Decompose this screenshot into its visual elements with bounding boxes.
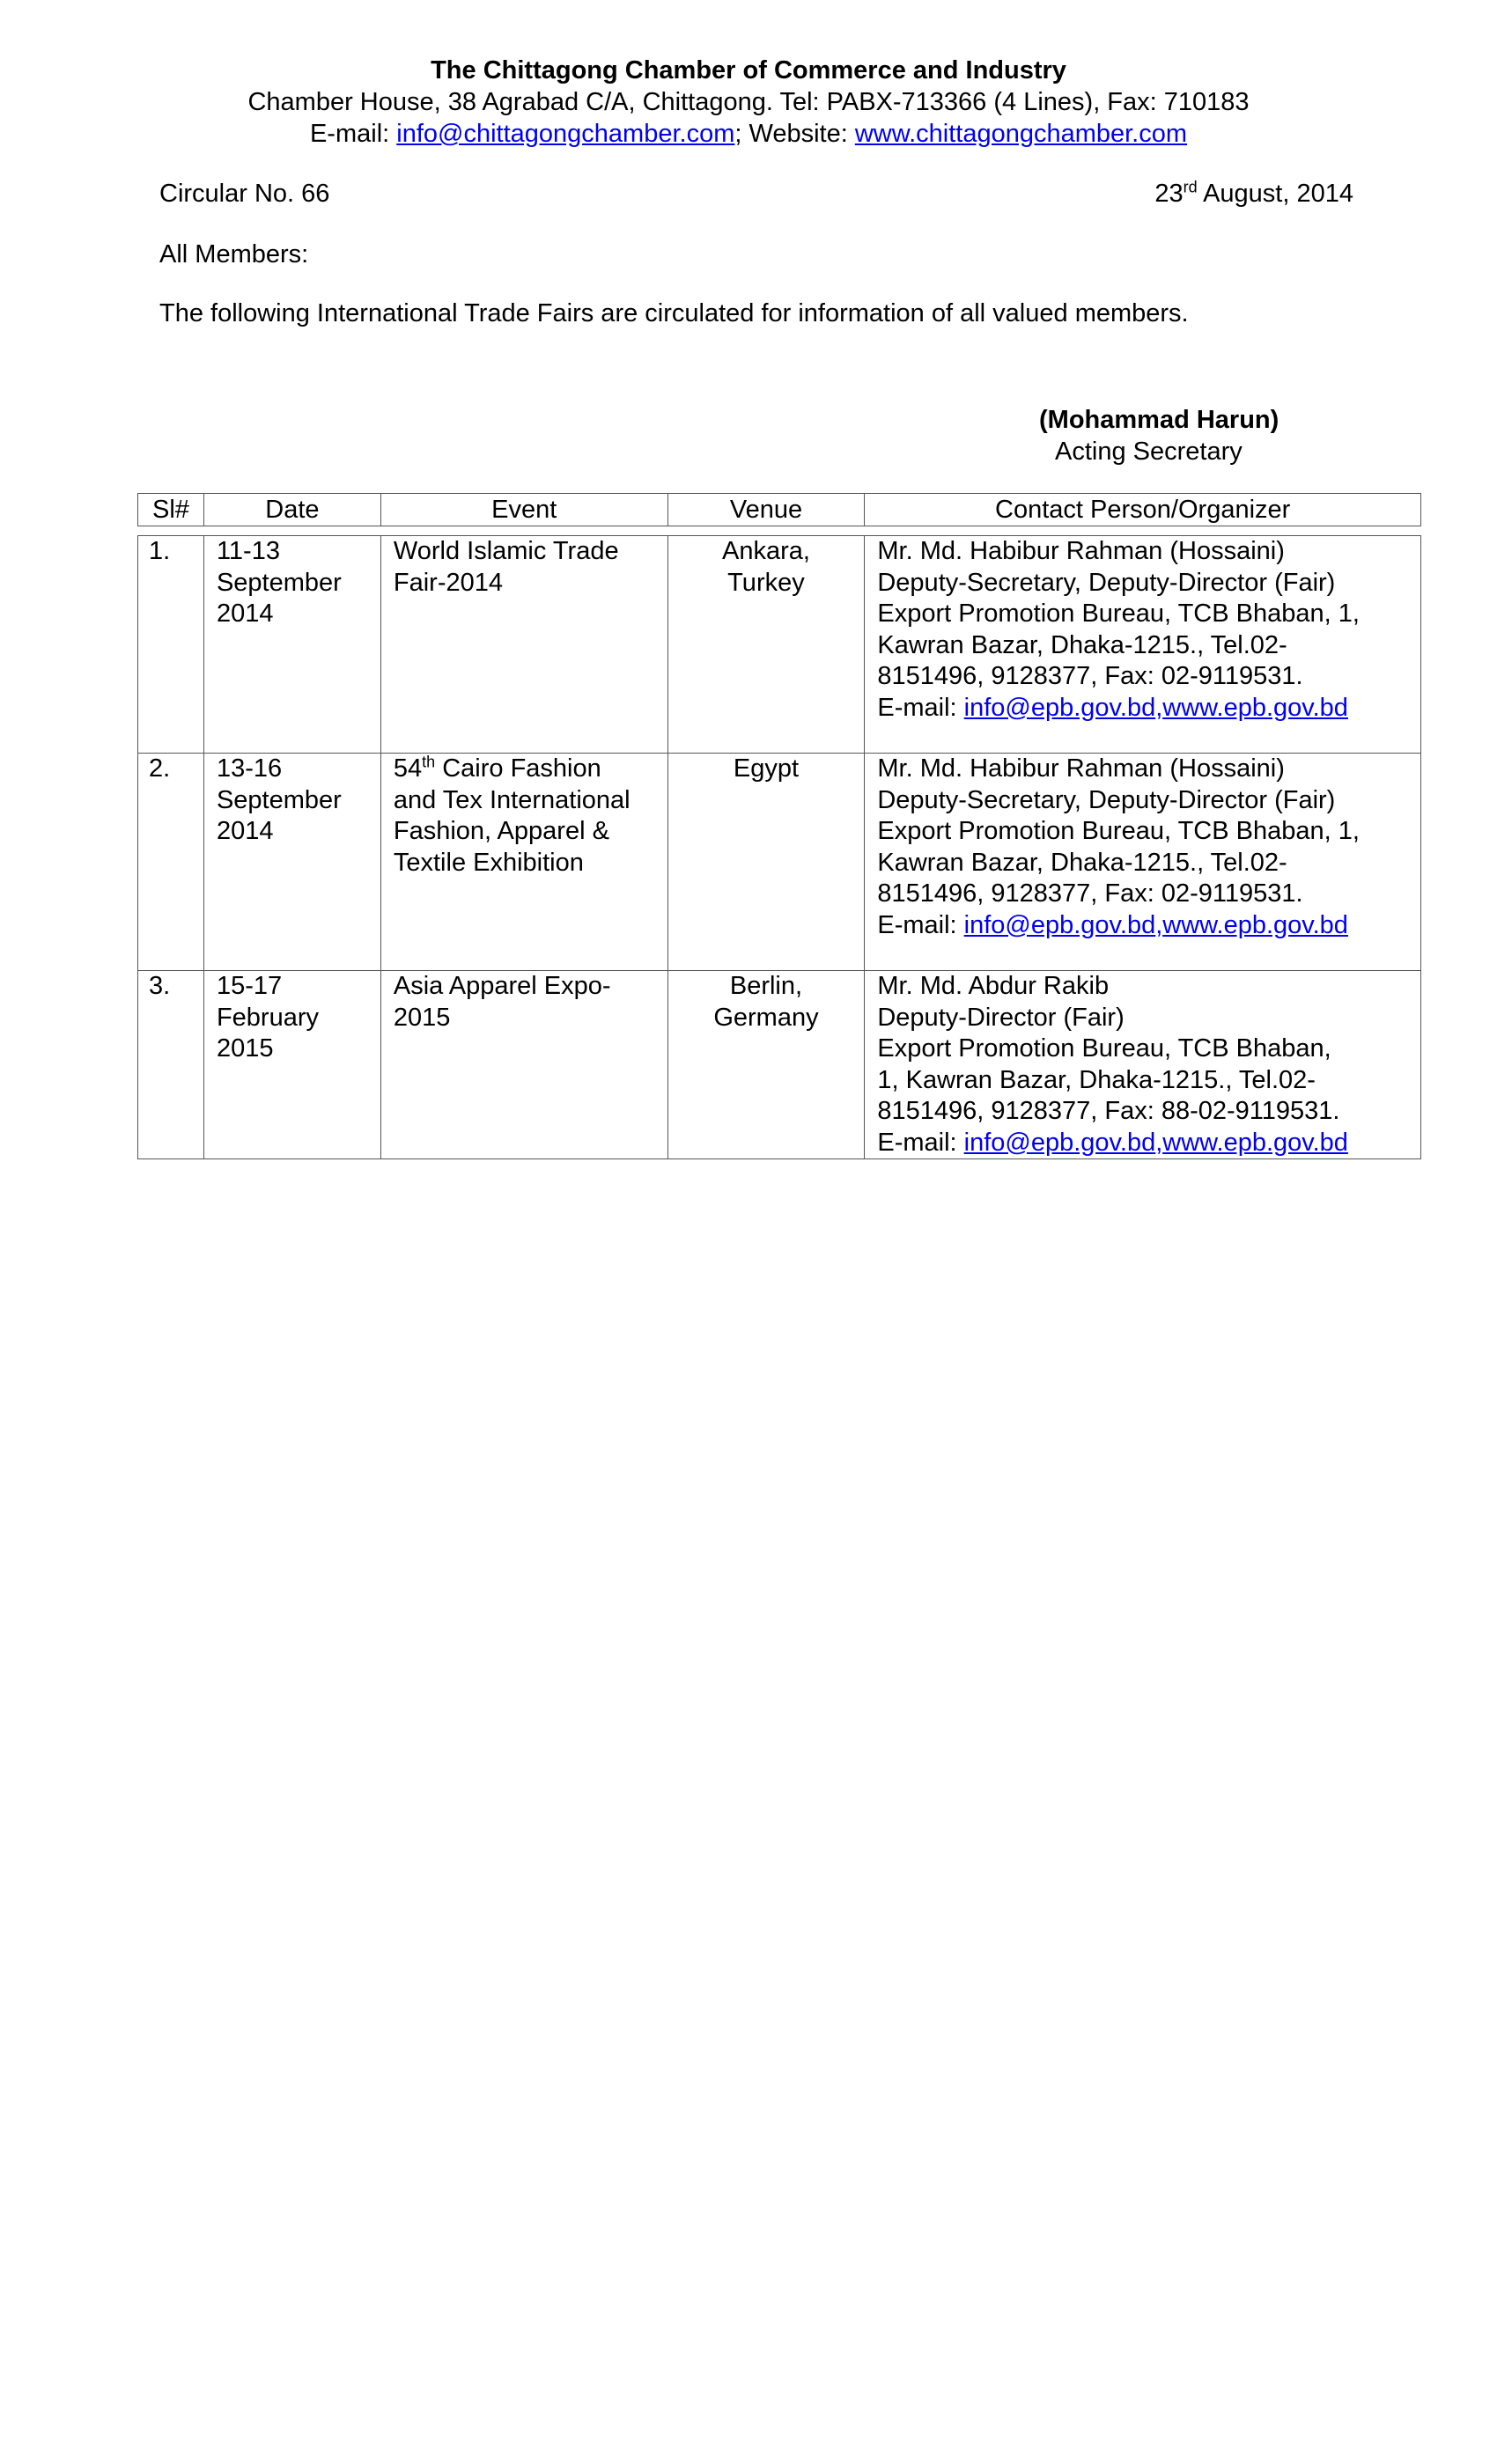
sl-cell: 1.	[138, 536, 204, 754]
chamber-email-link[interactable]: info@chittagongchamber.com	[396, 120, 735, 148]
column-header-sl: Sl#	[138, 494, 204, 526]
contact-cell: Mr. Md. Habibur Rahman (Hossaini) Deputy-Secretary, Deputy-Director (Fair) Export Promotion Bureau, TCB Bhaban, 1, Kawran Bazar, Dhaka-1215., Tel.02- 8151496, 9128377, Fax: 02-9119531. E-mail: info@epb.gov.bd,www.epb.gov.bd	[865, 754, 1421, 971]
circular-meta	[159, 178, 1353, 210]
table-spacer	[138, 526, 1421, 536]
column-header-date: Date	[203, 494, 380, 526]
email-label: E-mail:	[309, 120, 397, 148]
address-line: Chamber House, 38 Agrabad C/A, Chittagong. Tel: PABX-713366 (4 Lines), Fax: 710183	[247, 88, 1250, 116]
contact-line	[0, 118, 1497, 150]
epb-website-link[interactable]: www.epb.gov.bd	[1162, 693, 1348, 722]
table-row	[138, 971, 1421, 1159]
epb-email-link[interactable]: info@epb.gov.bd	[963, 1128, 1156, 1157]
signatory-name: (Mohammad Harun)	[1039, 406, 1279, 434]
epb-email-link[interactable]: info@epb.gov.bd	[963, 910, 1156, 939]
date-day: 23	[1154, 180, 1184, 208]
table-header-row	[138, 494, 1421, 526]
epb-website-link[interactable]: www.epb.gov.bd	[1162, 1128, 1348, 1157]
circular-number: Circular No. 66	[159, 180, 330, 208]
sl-cell: 2.	[138, 754, 204, 971]
circular-date	[1154, 178, 1353, 210]
column-header-venue: Venue	[667, 494, 865, 526]
event-cell: Asia Apparel Expo- 2015	[380, 971, 667, 1159]
event-cell: World Islamic Trade Fair-2014	[380, 536, 667, 754]
salutation: All Members:	[159, 240, 309, 268]
organization-name: The Chittagong Chamber of Commerce and Industry	[431, 56, 1066, 85]
venue-cell: Egypt	[667, 754, 865, 971]
venue-cell: Ankara, Turkey	[667, 536, 865, 754]
date-cell: 15-17 February 2015	[203, 971, 380, 1159]
event-cell: 54th Cairo Fashion and Tex International Fashion, Apparel & Textile Exhibition	[380, 754, 667, 971]
website-label: ; Website:	[734, 120, 855, 148]
letterhead	[0, 55, 1497, 150]
epb-email-link[interactable]: info@epb.gov.bd	[963, 693, 1156, 722]
table-row	[138, 536, 1421, 754]
trade-fairs-table	[137, 493, 1421, 1159]
contact-cell: Mr. Md. Abdur Rakib Deputy-Director (Fair) Export Promotion Bureau, TCB Bhaban, 1, Kawran Bazar, Dhaka-1215., Tel.02- 8151496, 9128377, Fax: 88-02-9119531. E-mail: info@epb.gov.bd,www.epb.gov.bd	[865, 971, 1421, 1159]
table-row	[138, 754, 1421, 971]
date-cell: 11-13 September 2014	[203, 536, 380, 754]
contact-cell: Mr. Md. Habibur Rahman (Hossaini) Deputy-Secretary, Deputy-Director (Fair) Export Promotion Bureau, TCB Bhaban, 1, Kawran Bazar, Dhaka-1215., Tel.02- 8151496, 9128377, Fax: 02-9119531. E-mail: info@epb.gov.bd,www.epb.gov.bd	[865, 536, 1421, 754]
venue-cell: Berlin, Germany	[667, 971, 865, 1159]
chamber-website-link[interactable]: www.chittagongchamber.com	[854, 120, 1188, 148]
intro-paragraph: The following International Trade Fairs are circulated for information of all valued members.	[159, 299, 1189, 327]
date-suffix: rd	[1183, 178, 1198, 196]
epb-website-link[interactable]: www.epb.gov.bd	[1162, 910, 1348, 939]
column-header-event: Event	[380, 494, 667, 526]
signature-block	[1039, 404, 1279, 467]
column-header-contact: Contact Person/Organizer	[865, 494, 1421, 526]
date-cell: 13-16 September 2014	[203, 754, 380, 971]
signatory-title: Acting Secretary	[1055, 438, 1243, 466]
date-rest: August, 2014	[1197, 180, 1353, 208]
sl-cell: 3.	[138, 971, 204, 1159]
